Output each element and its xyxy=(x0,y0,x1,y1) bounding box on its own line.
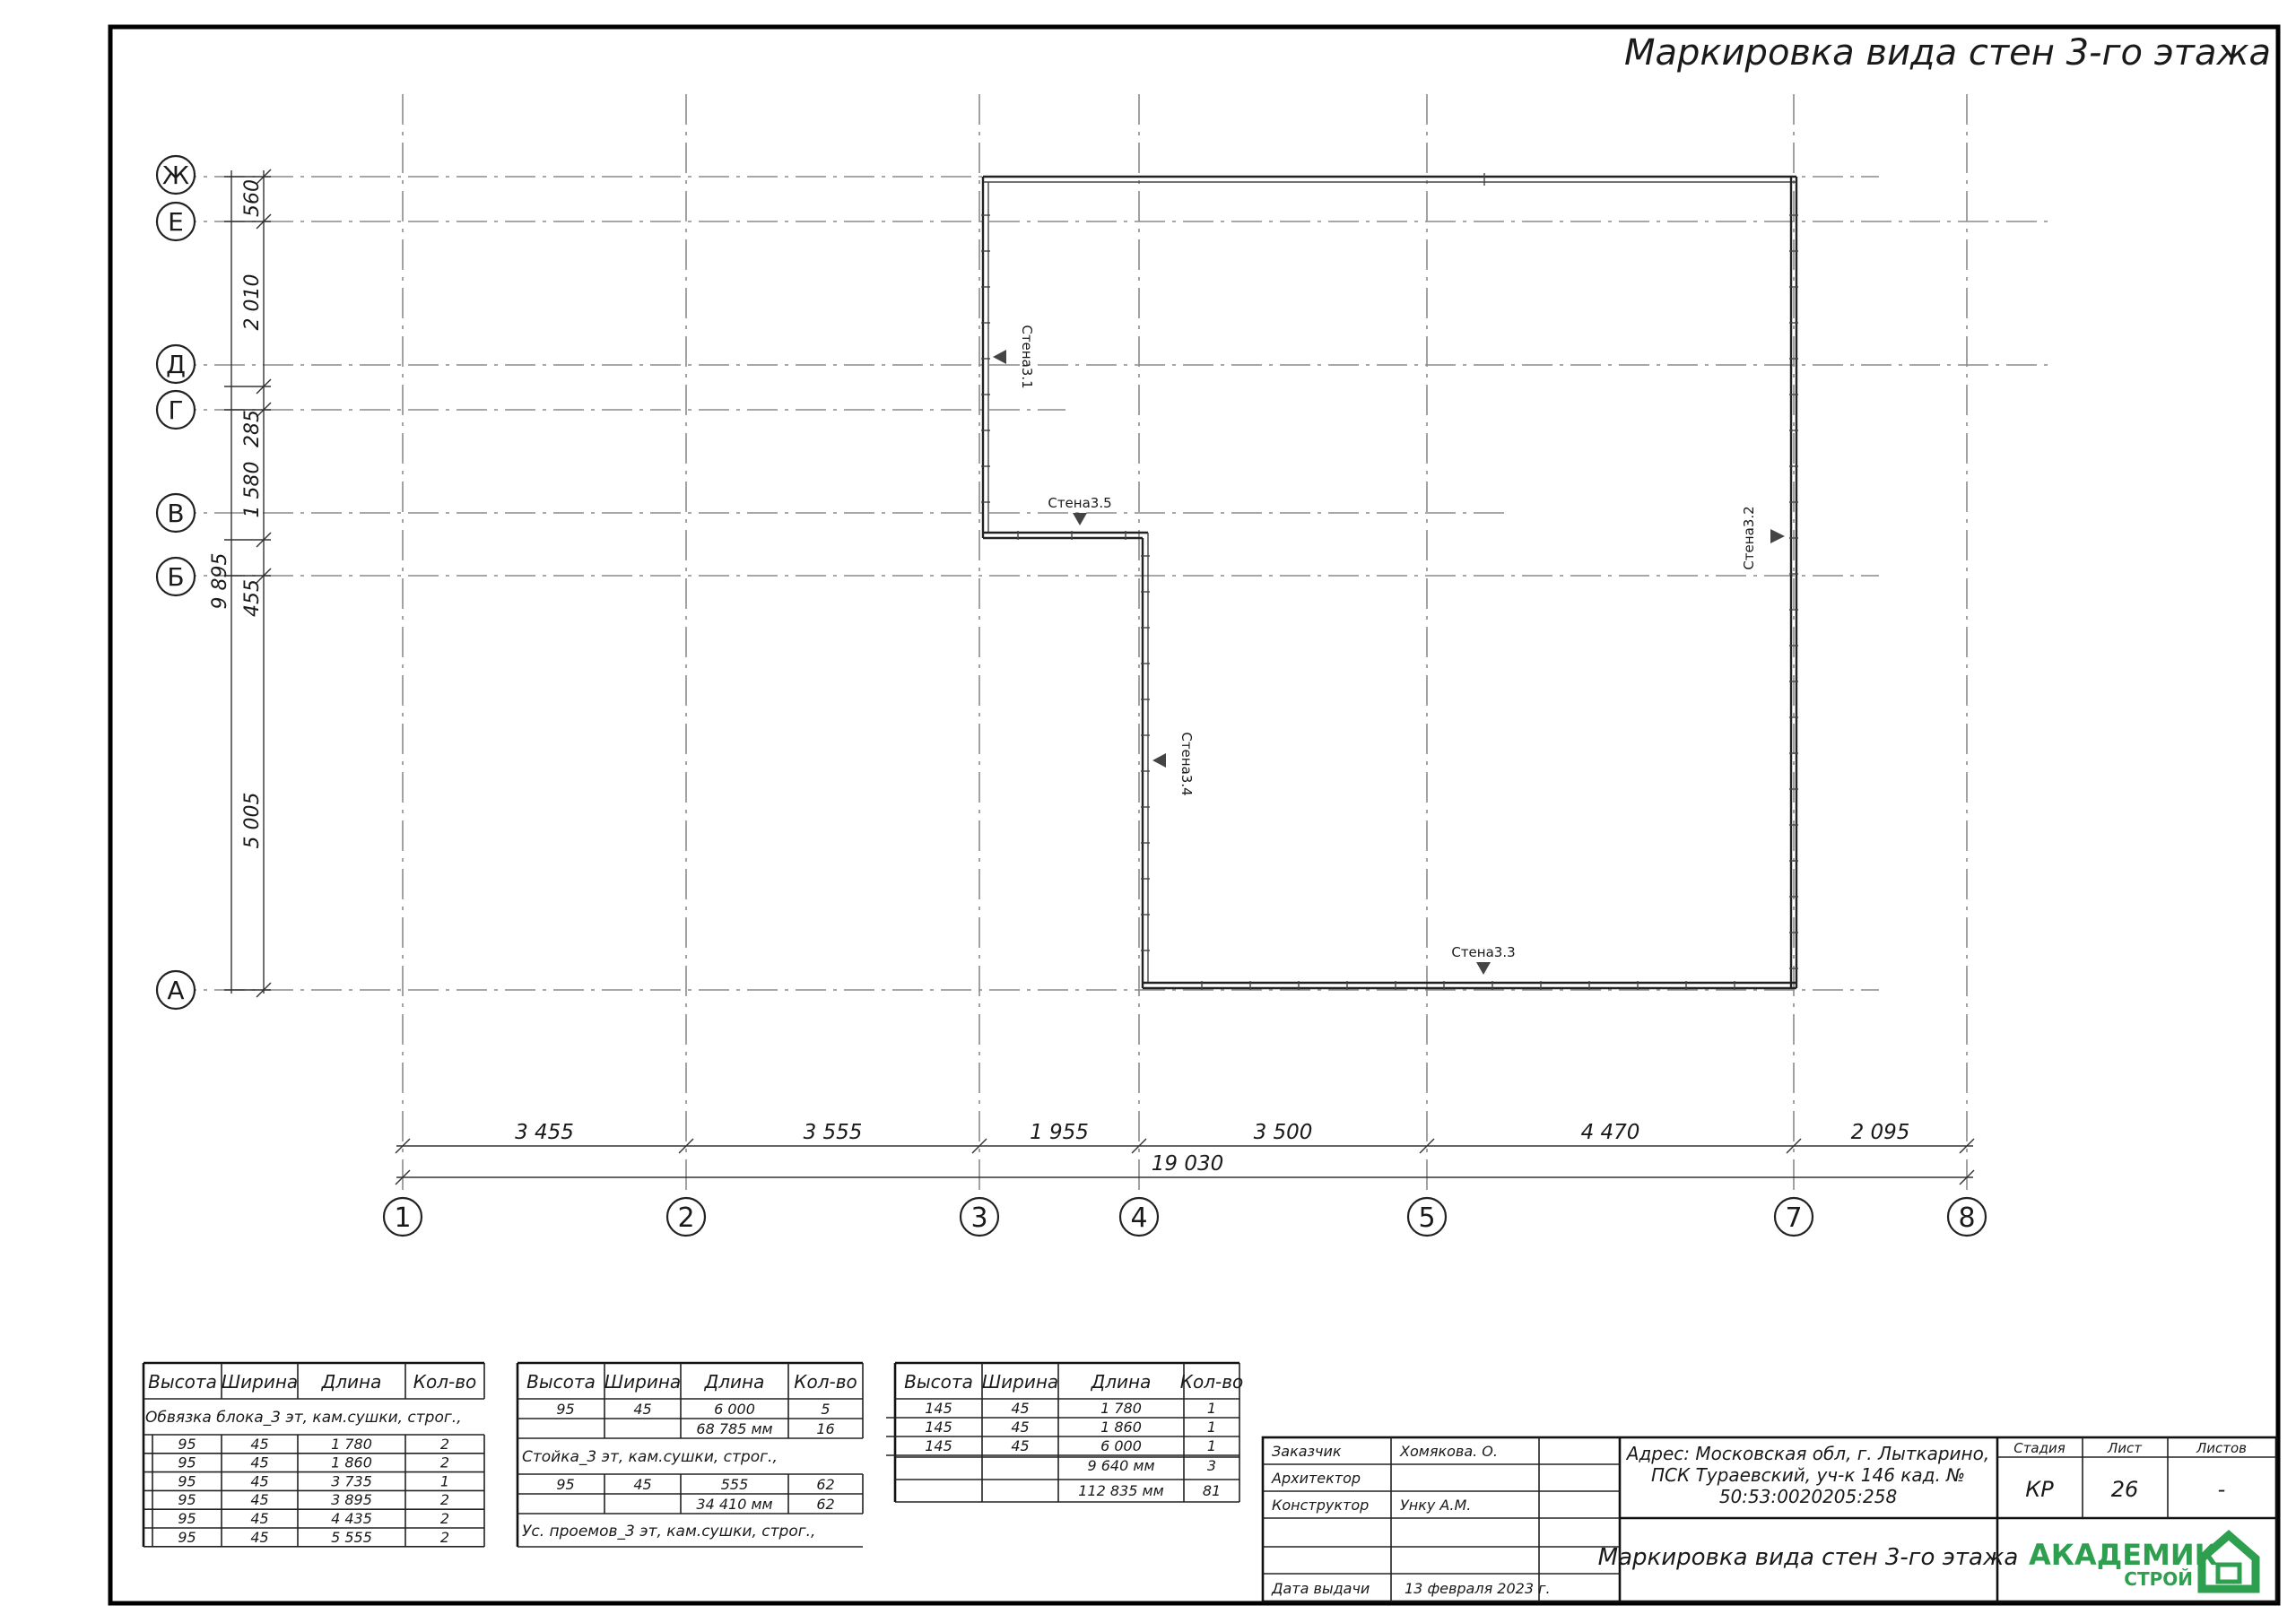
table3-total-cell-1-3: 9 640 мм xyxy=(1087,1457,1155,1474)
wall-marks xyxy=(993,325,1785,975)
tb-sheet-value: 26 xyxy=(2110,1477,2139,1502)
table1-body xyxy=(144,1363,484,1547)
table1-cell-5-4: 2 xyxy=(439,1510,450,1527)
table1-cell-4-2: 45 xyxy=(250,1491,269,1509)
dim-h-label-6: 2 095 xyxy=(1850,1121,1910,1144)
tb-issue-label: Дата выдачи xyxy=(1272,1580,1370,1597)
tb-customer-label: Заказчик xyxy=(1272,1443,1342,1460)
table1-cell-3-1: 95 xyxy=(178,1472,196,1490)
tb-stage-value: КР xyxy=(2025,1477,2054,1502)
wall-mark-3-4: Стена3.4 xyxy=(1178,732,1195,796)
wall-outline xyxy=(981,173,1798,990)
wall-mark-3-4-arrow xyxy=(1152,753,1166,768)
axis-label-v-5: 5 xyxy=(1418,1202,1436,1234)
tb-issue-value: 13 февраля 2023 г. xyxy=(1405,1580,1551,1597)
table1-cell-6-2: 45 xyxy=(250,1528,269,1546)
table1-cell-4-1: 95 xyxy=(178,1491,196,1509)
table2-a-cell-1-2: 45 xyxy=(633,1401,652,1418)
table2-b-cell-1-3: 555 xyxy=(720,1476,749,1493)
table2-header-2: Ширина xyxy=(604,1371,682,1393)
table1-cell-1-1: 95 xyxy=(178,1435,196,1453)
table3-header-3: Длина xyxy=(1091,1371,1152,1393)
axis-label-v-4: 4 xyxy=(1130,1202,1148,1234)
table2-header-1: Высота xyxy=(526,1371,596,1393)
table3-cell-2-1: 145 xyxy=(925,1419,952,1436)
table-studs-openings xyxy=(517,1363,863,1547)
table3-header-2: Ширина xyxy=(981,1371,1059,1393)
axis-label-v-3: 3 xyxy=(970,1202,988,1234)
table2-a-cell-2-4: 16 xyxy=(816,1420,835,1437)
table3-total-cell-2-3: 112 835 мм xyxy=(1078,1482,1164,1499)
table1-cell-4-4: 2 xyxy=(439,1491,450,1509)
wall-mark-3-3-arrow xyxy=(1476,962,1491,975)
tb-architect-label: Архитектор xyxy=(1272,1470,1361,1487)
dim-v-label-6: 5 005 xyxy=(241,792,264,849)
sheet-title: Маркировка вида стен 3-го этажа xyxy=(1623,32,2271,74)
table3-header-1: Высота xyxy=(904,1371,973,1393)
table3-cell-1-2: 45 xyxy=(1011,1400,1030,1417)
table2-b-cell-2-3: 34 410 мм xyxy=(696,1496,773,1513)
table3-cell-3-4: 1 xyxy=(1206,1437,1217,1454)
table1-cell-3-3: 3 735 xyxy=(331,1472,372,1490)
table3-total-cell-2-4: 81 xyxy=(1202,1482,1222,1499)
table1-cell-3-4: 1 xyxy=(439,1472,450,1490)
dim-v-label-5: 455 xyxy=(241,579,264,617)
axis-label-v-7: 8 xyxy=(1958,1202,1976,1234)
tb-drawing-name: Маркировка вида стен 3-го этажа xyxy=(1597,1544,2019,1571)
table3-header-4: Кол-во xyxy=(1179,1371,1244,1393)
table1-cell-6-1: 95 xyxy=(178,1528,196,1546)
table1-cell-5-1: 95 xyxy=(178,1510,196,1527)
dim-v-label-3: 285 xyxy=(241,410,264,447)
table3-cell-1-1: 145 xyxy=(925,1400,952,1417)
table1-cell-2-1: 95 xyxy=(178,1454,196,1471)
axis-label-v-1: 1 xyxy=(394,1202,412,1234)
table3-body xyxy=(886,1363,1243,1502)
wall-mark-3-2: Стена3.2 xyxy=(1741,506,1757,570)
tb-sheets-label: Листов xyxy=(2196,1440,2248,1456)
table3-cell-1-3: 1 780 xyxy=(1100,1400,1142,1417)
table3-cell-2-3: 1 860 xyxy=(1100,1419,1142,1436)
axis-label-h-3: Д xyxy=(166,350,186,379)
table2-a-cell-2-3: 68 785 мм xyxy=(696,1420,773,1437)
table2-b-cell-2-4: 62 xyxy=(816,1496,835,1513)
dim-h-label-5: 4 470 xyxy=(1580,1121,1640,1144)
table1-cell-2-2: 45 xyxy=(250,1454,269,1471)
axis-label-v-2: 2 xyxy=(677,1202,695,1234)
table3-cell-3-2: 45 xyxy=(1011,1437,1030,1454)
table1-cell-5-2: 45 xyxy=(250,1510,269,1527)
wall-mark-3-1-arrow xyxy=(993,350,1006,364)
dim-v-label-1: 560 xyxy=(241,179,264,217)
table3-cell-3-3: 6 000 xyxy=(1100,1437,1142,1454)
table1-cell-2-4: 2 xyxy=(439,1454,450,1471)
table1-cell-1-2: 45 xyxy=(250,1435,269,1453)
table1-cell-2-3: 1 860 xyxy=(331,1454,372,1471)
table1-header-4: Кол-во xyxy=(413,1371,477,1393)
table2-b-cell-1-1: 95 xyxy=(556,1476,575,1493)
tb-sheet-label: Лист xyxy=(2107,1440,2143,1456)
tb-address-3: 50:53:0020205:258 xyxy=(1718,1486,1898,1507)
table2-header-3: Длина xyxy=(704,1371,765,1393)
table2-header-4: Кол-во xyxy=(794,1371,857,1393)
company-logo xyxy=(2029,1535,2256,1590)
dim-h-label-4: 3 500 xyxy=(1253,1121,1313,1144)
tb-address-1: Адрес: Московская обл, г. Лыткарино, xyxy=(1626,1443,1990,1464)
table3-cell-3-1: 145 xyxy=(925,1437,952,1454)
axis-label-v-6: 7 xyxy=(1785,1202,1803,1234)
table1-header-3: Длина xyxy=(321,1371,382,1393)
table2-a-cell-1-4: 5 xyxy=(821,1401,831,1418)
axis-label-h-1: Ж xyxy=(161,161,190,190)
title-block xyxy=(1263,1437,2276,1601)
table1-cell-1-3: 1 780 xyxy=(331,1435,372,1453)
tb-designer-value: Унку А.М. xyxy=(1400,1497,1472,1514)
logo-text-main: АКАДЕМИК xyxy=(2029,1538,2218,1572)
dim-h-label-3: 1 955 xyxy=(1030,1121,1089,1144)
logo-text-sub: СТРОЙ xyxy=(2124,1568,2193,1590)
table3-cell-2-2: 45 xyxy=(1011,1419,1030,1436)
table2-caption-a: Стойка_3 эт, кам.сушки, строг., xyxy=(522,1448,778,1466)
horizontal-dimension-chain xyxy=(396,1121,1974,1185)
wall-mark-3-5: Стена3.5 xyxy=(1048,495,1112,511)
tb-stage-label: Стадия xyxy=(2013,1440,2066,1456)
table1-cell-4-3: 3 895 xyxy=(331,1491,372,1509)
dim-h-label-2: 3 555 xyxy=(803,1121,863,1144)
table1-header-1: Высота xyxy=(148,1371,217,1393)
vertical-dimension-chain xyxy=(209,169,271,997)
wall-mark-3-3: Стена3.3 xyxy=(1451,944,1516,960)
table2-a-cell-1-1: 95 xyxy=(556,1401,575,1418)
dim-v-label-2: 2 010 xyxy=(241,273,264,331)
table2-a-cell-1-3: 6 000 xyxy=(714,1401,755,1418)
vertical-axis-grid xyxy=(384,94,1986,1236)
axis-label-h-6: Б xyxy=(167,562,185,592)
axis-label-h-5: В xyxy=(167,499,185,528)
tb-sheets-value: - xyxy=(2217,1477,2226,1502)
table2-body xyxy=(517,1363,863,1514)
horizontal-axis-grid xyxy=(157,156,2054,1009)
wall-mark-3-5-arrow xyxy=(1073,513,1087,525)
table1-cell-1-4: 2 xyxy=(439,1435,450,1453)
axis-label-h-4: Г xyxy=(168,395,184,425)
table3-cell-2-4: 1 xyxy=(1206,1419,1217,1436)
tb-address-2: ПСК Тураевский, уч-к 146 кад. № xyxy=(1651,1464,1965,1486)
table2-b-cell-1-4: 62 xyxy=(816,1476,835,1493)
table1-cell-6-3: 5 555 xyxy=(331,1528,372,1546)
table2-b-cell-1-2: 45 xyxy=(633,1476,652,1493)
table1-cell-5-3: 4 435 xyxy=(331,1510,372,1527)
axis-label-h-2: Е xyxy=(168,207,184,237)
table2-caption-b: Ус. проемов_3 эт, кам.сушки, строг., xyxy=(522,1523,816,1541)
table3-total-cell-1-4: 3 xyxy=(1206,1457,1217,1474)
dim-h-total-label: 19 030 xyxy=(1151,1152,1224,1176)
table1-cell-3-2: 45 xyxy=(250,1472,269,1490)
sheet-frame xyxy=(110,27,2278,1603)
dim-h-label-1: 3 455 xyxy=(515,1121,574,1144)
table1-caption: Обвязка блока_3 эт, кам.сушки, строг., xyxy=(145,1409,462,1427)
wall-studs xyxy=(981,215,1798,990)
table-floor-plate xyxy=(886,1363,1243,1502)
wall-mark-3-2-arrow xyxy=(1770,529,1785,543)
tb-designer-label: Конструктор xyxy=(1272,1497,1370,1514)
tb-customer-value: Хомякова. О. xyxy=(1400,1443,1498,1460)
dim-v-total-label: 9 895 xyxy=(209,552,231,610)
axis-label-h-7: А xyxy=(167,976,185,1005)
dim-v-label-4: 1 580 xyxy=(241,461,264,518)
table-top-plate-block xyxy=(144,1363,484,1547)
wall-mark-3-1: Стена3.1 xyxy=(1019,325,1035,389)
table1-cell-6-4: 2 xyxy=(439,1528,450,1546)
table3-cell-1-4: 1 xyxy=(1206,1400,1217,1417)
table1-header-2: Ширина xyxy=(221,1371,299,1393)
